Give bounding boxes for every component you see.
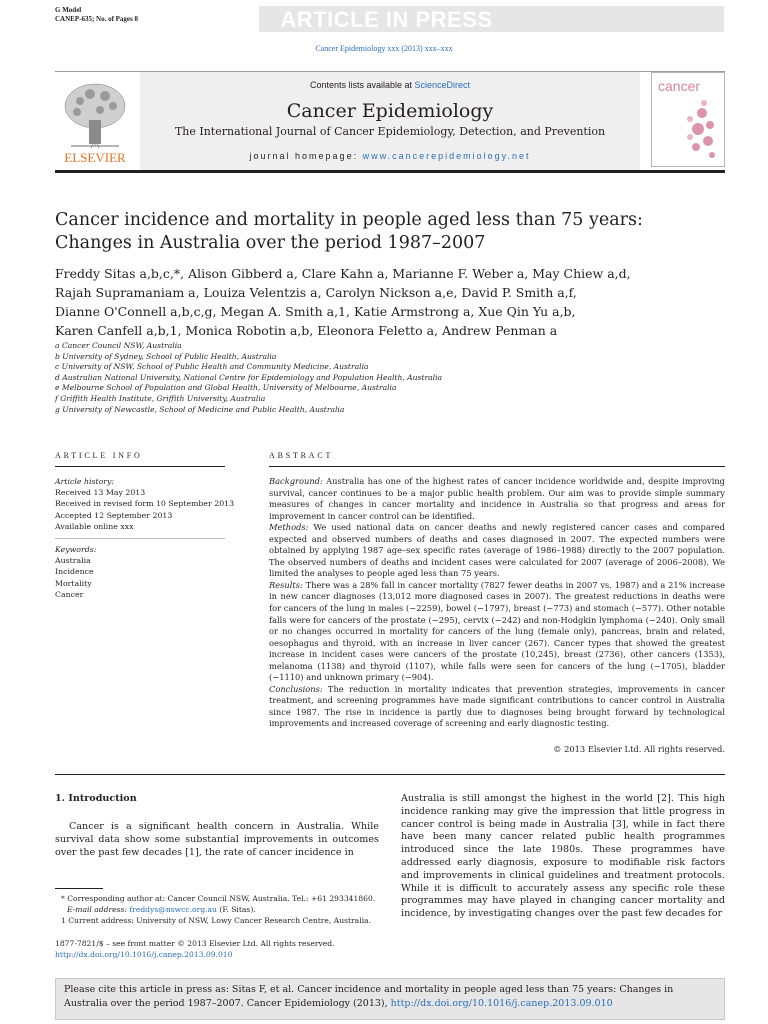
keywords-label: Keywords: <box>55 545 97 554</box>
keywords <box>55 544 230 600</box>
doi-link[interactable]: http://dx.doi.org/10.1016/j.canep.2013.09.010 <box>55 950 233 960</box>
body-column-right <box>401 793 725 921</box>
affiliation: d Australian National University, National Centre for Epidemiology and Population Health, Australia <box>55 372 443 382</box>
article-info-rule <box>55 466 225 467</box>
manuscript-id <box>55 6 138 24</box>
abstract-heading: ABSTRACT <box>269 451 334 460</box>
title-line: Cancer incidence and mortality in people aged less than 75 years: <box>55 210 643 230</box>
keyword: Incidence <box>55 567 94 577</box>
body-line: survival data show some substantial improvements in outcomes <box>55 833 379 845</box>
body-column-left <box>55 821 379 859</box>
current-address-note: 1 Current address: University of NSW, Lowy Cancer Research Centre, Australia. <box>61 916 371 926</box>
journal-homepage <box>140 151 640 161</box>
author-line: Karen Canfell a,b,1, Monica Robotin a,b, Eleonora Feletto a, Andrew Penman a <box>55 323 558 338</box>
body-line: addressed early diagnosis, exposure to modifiable risk factors <box>401 856 725 868</box>
issn-block <box>55 938 455 961</box>
body-line: programmes may have played in changing cancer mortality and <box>401 895 725 907</box>
methods-label: Methods: <box>269 522 309 533</box>
email-note <box>55 904 385 915</box>
footnotes <box>55 893 385 927</box>
abstract-bottom-rule <box>55 774 725 775</box>
homepage-prefix: journal homepage: <box>249 151 363 161</box>
cite-this-article-text <box>64 983 719 1011</box>
article-history <box>55 476 235 532</box>
conclusions-text: The reduction in mortality indicates that prevention strategies, improvements in cancer treatment, and screening programmes have made significant contributions to cancer control in Australia since 1987. The rise in incidence is partly due to diagnoses being brought forward by technological improvements and increased coverage of screening and early diagnostic testing. <box>269 683 725 729</box>
history-item: Received 13 May 2013 <box>55 488 146 498</box>
elsevier-tree-logo <box>55 76 135 166</box>
affiliation: b University of Sydney, School of Public Health, Australia <box>55 351 277 361</box>
cover-word: cancer <box>658 78 701 94</box>
affiliations <box>55 341 735 415</box>
gmodel-label: G Model <box>55 6 82 14</box>
body-line: cancer control is being made in Australia [3], while in fact there <box>401 818 725 830</box>
abstract-results <box>269 580 725 684</box>
corresponding-author-note: * Corresponding author at: Cancer Council NSW, Australia. Tel.: +61 293341860. <box>61 894 376 903</box>
homepage-link[interactable]: www.cancerepidemiology.net <box>362 151 531 161</box>
author-line: Rajah Supramaniam a, Louiza Velentzis a, Carolyn Nickson a,e, David P. Smith a,f, <box>55 285 577 300</box>
elsevier-wordmark: ELSEVIER <box>64 150 126 165</box>
affiliation: f Griffith Health Institute, Griffith University, Australia <box>55 393 266 403</box>
history-item: Accepted 12 September 2013 <box>55 510 173 520</box>
methods-text: We used national data on cancer deaths and newly registered cancer cases and compared expected and observed numbers of deaths and cases diagnosed in 2007. The expected numbers were obtained by applying 1987 age–sex specific rates (average of 1986–1988) directly to the 2007 population. The observed numbers of deaths and incident cases were calculated for 2007 (average of 2006–2008). We limited the analyses to people aged less than 75 years. <box>269 522 725 579</box>
body-line: and improvements in clinical guidelines and treatment protocols. <box>401 869 725 881</box>
abstract-background <box>269 476 725 522</box>
contents-line <box>140 80 640 90</box>
cite-doi-link[interactable]: http://dx.doi.org/10.1016/j.canep.2013.09.010 <box>390 998 613 1009</box>
body-line: have been many cancer related public health programmes <box>401 831 725 843</box>
email-link[interactable]: freddys@nswcc.org.au <box>129 905 217 915</box>
body-line: incidence, by investigating changes over the past few decades for <box>401 908 723 920</box>
body-line: over the past few decades [1], the rate of cancer incidence in <box>55 846 354 858</box>
affiliation: e Melbourne School of Population and Global Health, University of Melbourne, Australia <box>55 383 397 393</box>
header-bottom-rule <box>55 170 725 173</box>
background-label: Background: <box>269 476 323 486</box>
history-label: Article history: <box>55 477 115 486</box>
manuscript-number: CANEP-635; No. of Pages 8 <box>55 15 139 23</box>
conclusions-label: Conclusions: <box>269 683 323 694</box>
results-text: There was a 28% fall in cancer mortality (7827 fewer deaths in 2007 vs. 1987) and a 21% increase in new cancer diagnoses (13,012 more diagnosed cases in 2007). The greatest reductions in deaths were for cancers of the lung in males (−2259), bowel (−1797), breast (−773) and stomach (−577). Other notable falls were for cancers of the prostate (−295), cervix (−242) and non-Hodgkin lymphoma (−240). Only small or no changes occurred in mortality for cancers of the lung (female only), pancreas, brain and related, oesophagus and thyroid, with an increase in liver cancer (267). Cancer types that showed the greatest increase in incident cases were cancers of the prostate (10,245), breast (2736), other cancers (1353), melanoma (1138) and thyroid (1107), while falls were seen for cancers of the lung (−1705), bladder (−1110) and unknown primary (−904). <box>269 579 725 683</box>
abstract-rule <box>269 466 725 467</box>
body-line: introduced since the late 1980s. These programmes have <box>401 844 725 856</box>
journal-subtitle: The International Journal of Cancer Epidemiology, Detection, and Prevention <box>174 125 606 138</box>
author-list <box>55 264 735 340</box>
history-item: Received in revised form 10 September 2013 <box>55 499 235 509</box>
author-line: Dianne O'Connell a,b,c,g, Megan A. Smith a,1, Katie Armstrong a, Xue Qin Yu a,b, <box>55 304 576 319</box>
history-item: Available online xxx <box>55 521 134 531</box>
sciencedirect-link[interactable]: ScienceDirect <box>414 80 471 90</box>
journal-title: Cancer Epidemiology <box>286 100 494 122</box>
section-heading-introduction: 1. Introduction <box>55 793 137 804</box>
body-line: incidence ranking may give the impression that little progress in <box>401 805 725 817</box>
email-label: E-mail address: <box>67 905 130 915</box>
abstract-conclusions <box>269 684 725 730</box>
article-in-press-banner: ARTICLE IN PRESS <box>280 7 493 32</box>
title-line: Changes in Australia over the period 1987–2007 <box>55 233 486 253</box>
article-info-heading: ARTICLE INFO <box>55 451 143 460</box>
keyword: Mortality <box>55 578 92 588</box>
body-line: Cancer is a significant health concern in Australia. While <box>69 821 379 832</box>
cite-text: Please cite this article in press as: Sitas F, et al. Cancer incidence and mortality in people aged less than 75 years: Changes in Australia over the period 1987–2007. Cancer Epidemiology (2013), <box>64 984 674 1009</box>
affiliation: g University of Newcastle, School of Medicine and Public Health, Australia <box>55 404 345 414</box>
copyright-notice: © 2013 Elsevier Ltd. All rights reserved. <box>553 744 725 754</box>
contents-prefix: Contents lists available at <box>309 80 415 90</box>
journal-citation[interactable]: Cancer Epidemiology xxx (2013) xxx–xxx <box>315 44 453 53</box>
keywords-rule <box>55 538 225 539</box>
affiliation: a Cancer Council NSW, Australia <box>55 341 182 350</box>
abstract-methods <box>269 522 725 580</box>
author-line: Freddy Sitas a,b,c,*, Alison Gibberd a, Clare Kahn a, Marianne F. Weber a, May Chiew a,d, <box>55 266 631 281</box>
abstract-body <box>269 476 725 730</box>
keyword: Cancer <box>55 589 84 599</box>
email-suffix: (F. Sitas). <box>216 905 256 915</box>
issn-line: 1877-7821/$ – see front matter © 2013 Elsevier Ltd. All rights reserved. <box>55 939 335 948</box>
footnote-rule <box>55 888 103 889</box>
journal-cover-thumbnail <box>651 72 725 167</box>
affiliation: c University of NSW, School of Public Health and Community Medicine, Australia <box>55 362 369 372</box>
body-line: Australia is still amongst the highest in the world [2]. This high <box>401 793 725 804</box>
background-text: Australia has one of the highest rates of cancer incidence worldwide and, despite improving survival, cancer continues to be a major public health problem. Our aim was to provide simple summary measures of changes in cancer mortality and incidence in Australia so that progress and areas for improvement in cancer control can be identified. <box>269 476 725 521</box>
body-line: While it is difficult to accurately assess any specific role these <box>401 882 725 894</box>
article-title <box>55 209 725 255</box>
results-label: Results: <box>269 579 303 590</box>
keyword: Australia <box>55 556 91 566</box>
